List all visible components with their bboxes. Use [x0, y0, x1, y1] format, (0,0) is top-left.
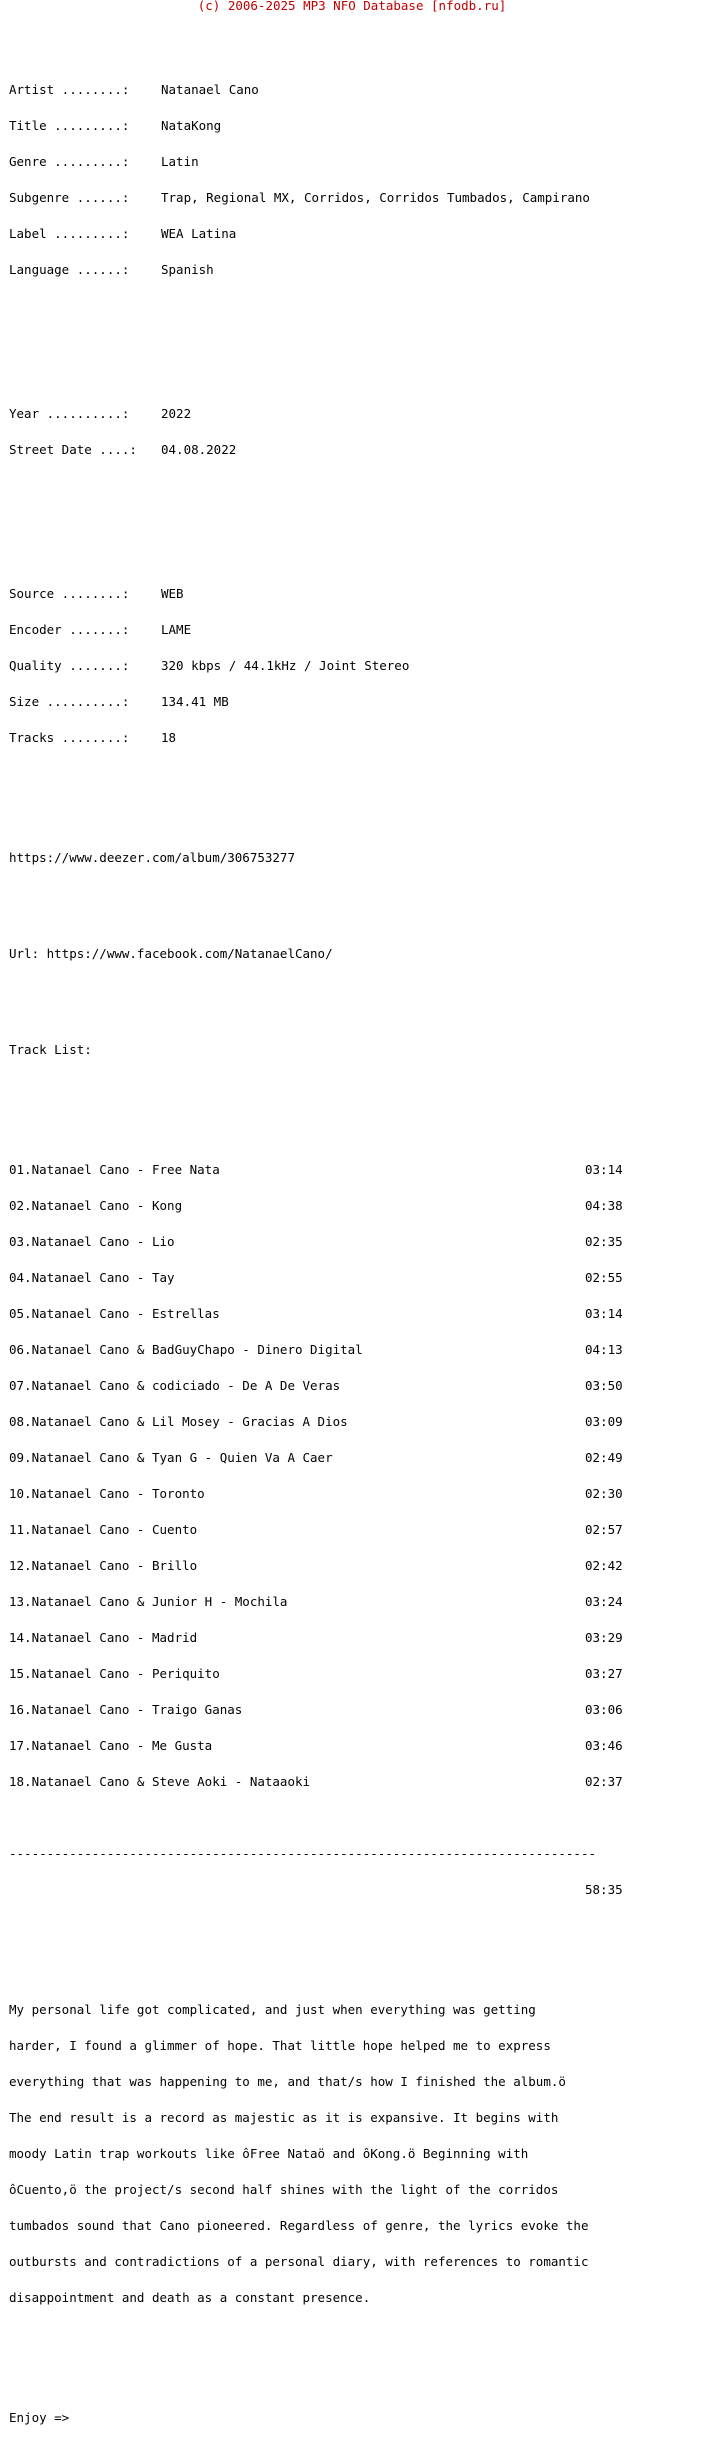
track-row [9, 1704, 699, 1716]
spacer [9, 900, 699, 912]
field-value: 18 [161, 730, 177, 745]
track-duration: 03:14 [585, 1306, 623, 1321]
info-quality [9, 660, 699, 672]
info-language [9, 264, 699, 276]
field-label: Artist ........: [9, 82, 130, 97]
info-genre [9, 156, 699, 168]
track-duration: 02:55 [585, 1270, 623, 1285]
track-row [9, 1200, 699, 1212]
track-title: 01.Natanael Cano - Free Nata [9, 1162, 220, 1177]
description-line: tumbados sound that Cano pioneered. Regardless of genre, the lyrics evoke the [9, 2218, 589, 2233]
spacer [9, 804, 699, 816]
description-line: My personal life got complicated, and just when everything was getting [9, 2002, 536, 2017]
spacer [9, 2364, 699, 2376]
field-label: Encoder .......: [9, 622, 130, 637]
info-encoder [9, 624, 699, 636]
track-title: 15.Natanael Cano - Periquito [9, 1666, 220, 1681]
field-value: WEB [161, 586, 184, 601]
field-label: Genre .........: [9, 154, 130, 169]
total-row [9, 1884, 699, 1896]
release-info [9, 60, 699, 300]
description-line: ôCuento,ö the project∕s second half shines with the light of the corridos [9, 2182, 559, 2197]
tech-info [9, 564, 699, 768]
facebook-url: Url: https://www.facebook.com/NatanaelCano/ [9, 946, 333, 961]
field-label: Tracks ........: [9, 730, 130, 745]
track-title: 11.Natanael Cano - Cuento [9, 1522, 198, 1537]
track-duration: 03:09 [585, 1414, 623, 1429]
info-label [9, 228, 699, 240]
track-duration: 03:24 [585, 1594, 623, 1609]
track-title: 03.Natanael Cano - Lio [9, 1234, 175, 1249]
track-title: 04.Natanael Cano - Tay [9, 1270, 175, 1285]
spacer [9, 336, 699, 348]
field-label: Quality .......: [9, 658, 130, 673]
track-duration: 04:13 [585, 1342, 623, 1357]
track-duration: 02:42 [585, 1558, 623, 1573]
track-duration: 03:50 [585, 1378, 623, 1393]
field-label: Title .........: [9, 118, 130, 133]
description-line: outbursts and contradictions of a personal diary, with references to romantic [9, 2254, 589, 2269]
outro-text: Enjoy => [9, 2410, 70, 2425]
track-duration: 03:27 [585, 1666, 623, 1681]
info-size [9, 696, 699, 708]
description [9, 1980, 699, 2328]
deezer-url: https://www.deezer.com/album/306753277 [9, 850, 295, 865]
info-source [9, 588, 699, 600]
info-tracks [9, 732, 699, 744]
field-value: Latin [161, 154, 199, 169]
track-row [9, 1308, 699, 1320]
field-value: WEA Latina [161, 226, 237, 241]
track-row [9, 1164, 699, 1176]
description-line: moody Latin trap workouts like ôFree Nataö and ôKong.ö Beginning with [9, 2146, 529, 2161]
track-row [9, 1560, 699, 1572]
track-title: 18.Natanael Cano & Steve Aoki - Nataaoki [9, 1774, 311, 1789]
track-duration: 02:37 [585, 1774, 623, 1789]
track-row [9, 1524, 699, 1536]
track-row [9, 1596, 699, 1608]
track-duration: 03:46 [585, 1738, 623, 1753]
track-title: 07.Natanael Cano & codiciado - De A De Veras [9, 1378, 341, 1393]
field-label: Source ........: [9, 586, 130, 601]
track-title: 02.Natanael Cano - Kong [9, 1198, 183, 1213]
info-subgenre [9, 192, 699, 204]
track-duration: 02:30 [585, 1486, 623, 1501]
track-row [9, 1416, 699, 1428]
track-duration: 02:35 [585, 1234, 623, 1249]
field-value: Spanish [161, 262, 214, 277]
field-label: Subgenre ......: [9, 190, 130, 205]
field-label: Label .........: [9, 226, 130, 241]
track-title: 17.Natanael Cano - Me Gusta [9, 1738, 213, 1753]
spacer [9, 1932, 699, 1944]
track-title: 08.Natanael Cano & Lil Mosey - Gracias A Dios [9, 1414, 348, 1429]
field-value: 134.41 MB [161, 694, 229, 709]
info-year [9, 408, 699, 420]
field-label: Street Date ....: [9, 442, 137, 457]
track-row [9, 1776, 699, 1788]
track-title: 13.Natanael Cano & Junior H - Mochila [9, 1594, 288, 1609]
track-list [9, 1140, 699, 1812]
track-duration: 04:38 [585, 1198, 623, 1213]
track-row [9, 1452, 699, 1464]
field-label: Year ..........: [9, 406, 130, 421]
track-row [9, 1740, 699, 1752]
total-duration: 58:35 [585, 1882, 623, 1897]
info-street-date [9, 444, 699, 456]
track-row [9, 1236, 699, 1248]
track-title: 10.Natanael Cano - Toronto [9, 1486, 205, 1501]
field-value: 320 kbps / 44.1kHz / Joint Stereo [161, 658, 410, 673]
description-line: everything that was happening to me, and that∕s how I finished the album.ö [9, 2074, 566, 2089]
track-title: 16.Natanael Cano - Traigo Ganas [9, 1702, 243, 1717]
track-title: 05.Natanael Cano - Estrellas [9, 1306, 220, 1321]
description-line: The end result is a record as majestic as it is expansive. It begins with [9, 2110, 559, 2125]
track-duration: 02:57 [585, 1522, 623, 1537]
field-value: 04.08.2022 [161, 442, 237, 457]
track-row [9, 1632, 699, 1644]
field-value: NataKong [161, 118, 222, 133]
field-label: Size ..........: [9, 694, 130, 709]
field-value: 2022 [161, 406, 192, 421]
track-title: 14.Natanael Cano - Madrid [9, 1630, 198, 1645]
track-duration: 02:49 [585, 1450, 623, 1465]
track-title: 06.Natanael Cano & BadGuyChapo - Dinero Digital [9, 1342, 363, 1357]
track-row [9, 1344, 699, 1356]
track-row [9, 1488, 699, 1500]
track-duration: 03:29 [585, 1630, 623, 1645]
info-artist [9, 84, 699, 96]
separator-line: ------------------------------------------------------------------------------ [9, 1846, 596, 1861]
tracklist-heading: Track List: [9, 1042, 92, 1057]
nfo-content [9, 24, 699, 2448]
site-header: (c) 2006-2025 MP3 NFO Database [nfodb.ru] [197, 0, 507, 13]
track-title: 12.Natanael Cano - Brillo [9, 1558, 198, 1573]
spacer [9, 1092, 699, 1104]
field-label: Language ......: [9, 262, 130, 277]
field-value: LAME [161, 622, 192, 637]
field-value: Trap, Regional MX, Corridos, Corridos Tumbados, Campirano [161, 190, 590, 205]
track-row [9, 1272, 699, 1284]
description-line: disappointment and death as a constant presence. [9, 2290, 371, 2305]
info-title [9, 120, 699, 132]
track-title: 09.Natanael Cano & Tyan G - Quien Va A Caer [9, 1450, 333, 1465]
field-value: Natanael Cano [161, 82, 259, 97]
description-line: harder, I found a glimmer of hope. That little hope helped me to express [9, 2038, 551, 2053]
track-duration: 03:06 [585, 1702, 623, 1717]
track-duration: 03:14 [585, 1162, 623, 1177]
track-row [9, 1668, 699, 1680]
spacer [9, 996, 699, 1008]
spacer [9, 516, 699, 528]
track-row [9, 1380, 699, 1392]
release-dates [9, 384, 699, 480]
